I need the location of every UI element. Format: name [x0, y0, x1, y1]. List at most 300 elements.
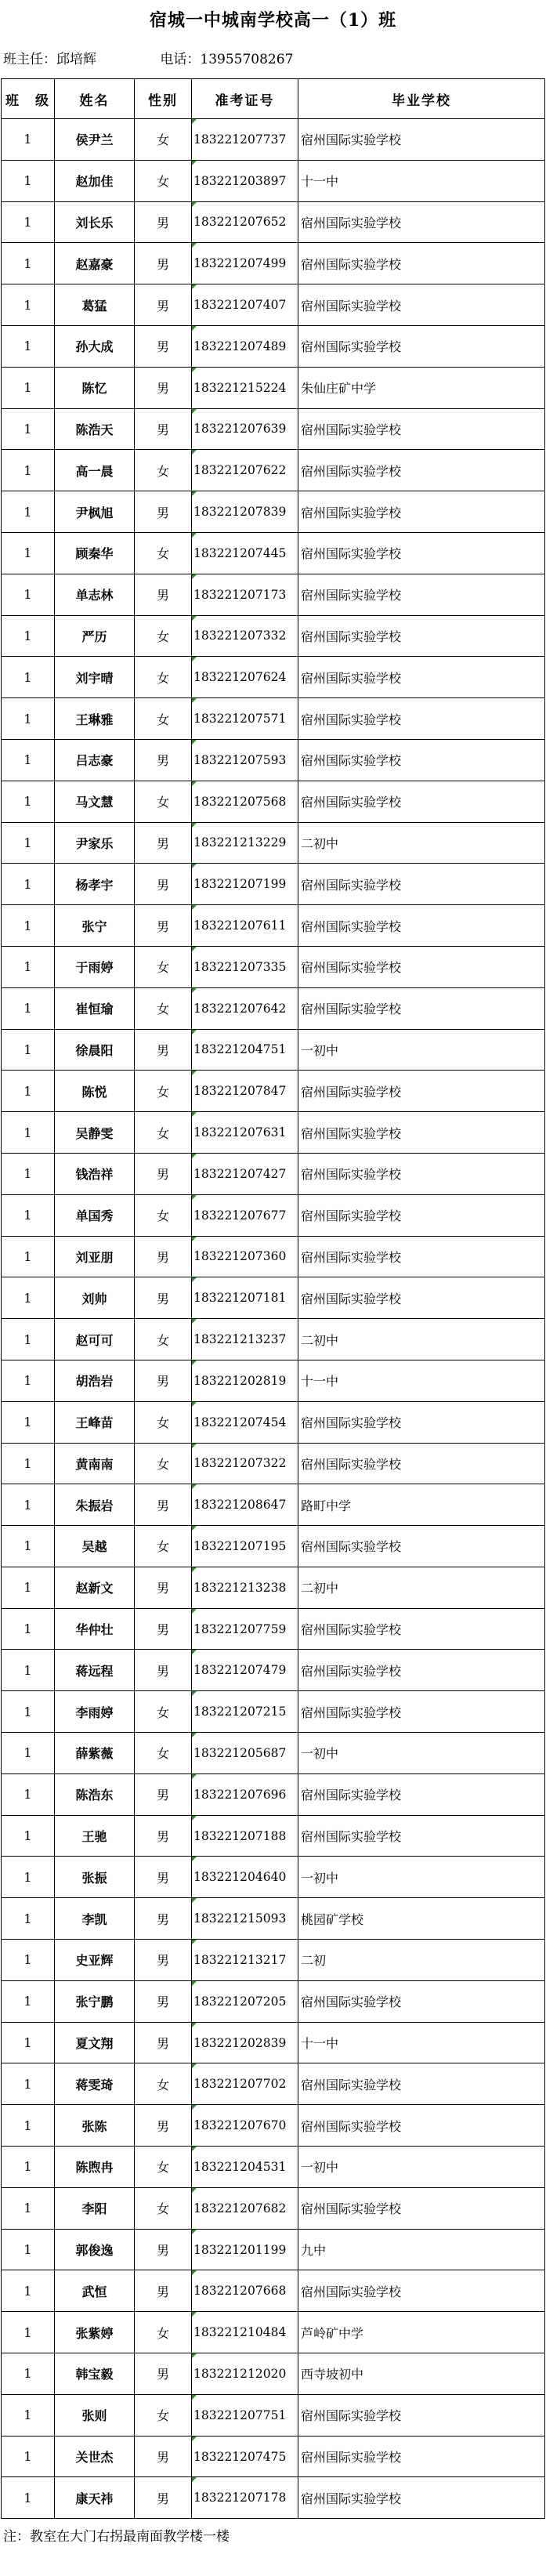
table-row [2, 615, 545, 657]
cell-exam-id: 183221207737 [192, 119, 298, 161]
cell-school: 宿州国际实验学校 [298, 119, 545, 161]
cell-class: 1 [2, 1236, 55, 1277]
table-row [2, 532, 545, 574]
cell-school: 宿州国际实验学校 [298, 946, 545, 987]
cell-sex: 男 [135, 1360, 192, 1401]
cell-exam-id: 183221202839 [192, 2022, 298, 2063]
table-row [2, 2353, 545, 2395]
cell-name: 胡浩岩 [55, 1360, 135, 1401]
cell-class: 1 [2, 2436, 55, 2477]
cell-school: 宿州国际实验学校 [298, 1153, 545, 1194]
cell-sex: 男 [135, 1773, 192, 1815]
cell-exam-id: 183221207322 [192, 1443, 298, 1484]
cell-name: 黄南南 [55, 1443, 135, 1484]
cell-sex: 女 [135, 698, 192, 740]
cell-name: 陈煦冉 [55, 2147, 135, 2188]
cell-sex: 男 [135, 864, 192, 905]
cell-school: 桃园矿学校 [298, 1898, 545, 1940]
cell-class: 1 [2, 2063, 55, 2105]
cell-sex: 男 [135, 1029, 192, 1071]
cell-school: 宿州国际实验学校 [298, 781, 545, 822]
cell-class: 1 [2, 2187, 55, 2229]
cell-school: 宿州国际实验学校 [298, 2105, 545, 2147]
cell-name: 孙大成 [55, 325, 135, 367]
cell-school: 朱仙庄矿中学 [298, 367, 545, 408]
cell-name: 单志林 [55, 574, 135, 615]
table-row [2, 574, 545, 615]
header-sex: 性别 [135, 79, 192, 119]
header-class: 班 级 [2, 79, 55, 119]
table-row [2, 905, 545, 947]
cell-class: 1 [2, 2022, 55, 2063]
cell-exam-id: 183221207759 [192, 1608, 298, 1650]
cell-class: 1 [2, 1194, 55, 1236]
cell-exam-id: 183221203897 [192, 160, 298, 201]
cell-exam-id: 183221207571 [192, 698, 298, 740]
cell-name: 李阳 [55, 2187, 135, 2229]
cell-sex: 女 [135, 532, 192, 574]
cell-exam-id: 183221207205 [192, 1980, 298, 2022]
cell-sex: 男 [135, 243, 192, 284]
cell-school: 宿州国际实验学校 [298, 1071, 545, 1112]
cell-school: 宿州国际实验学校 [298, 1194, 545, 1236]
cell-school: 宿州国际实验学校 [298, 1526, 545, 1567]
cell-exam-id: 183221207332 [192, 615, 298, 657]
table-row [2, 1733, 545, 1774]
cell-exam-id: 183221205687 [192, 1733, 298, 1774]
cell-class: 1 [2, 2270, 55, 2312]
cell-class: 1 [2, 491, 55, 533]
cell-sex: 男 [135, 739, 192, 781]
cell-exam-id: 183221207475 [192, 2436, 298, 2477]
cell-class: 1 [2, 905, 55, 947]
cell-name: 陈浩天 [55, 408, 135, 450]
cell-sex: 男 [135, 2353, 192, 2395]
cell-school: 一初中 [298, 1733, 545, 1774]
cell-name: 蒋远程 [55, 1650, 135, 1691]
table-row [2, 1401, 545, 1443]
cell-exam-id: 183221207454 [192, 1401, 298, 1443]
roster-table [1, 78, 545, 2519]
cell-sex: 男 [135, 284, 192, 326]
cell-name: 张则 [55, 2394, 135, 2436]
cell-class: 1 [2, 698, 55, 740]
cell-sex: 女 [135, 987, 192, 1029]
cell-school: 宿州国际实验学校 [298, 2187, 545, 2229]
cell-sex: 男 [135, 2270, 192, 2312]
cell-sex: 女 [135, 1401, 192, 1443]
table-row [2, 450, 545, 491]
table-row [2, 1319, 545, 1360]
cell-sex: 男 [135, 822, 192, 864]
cell-school: 宿州国际实验学校 [298, 491, 545, 533]
cell-name: 王驰 [55, 1815, 135, 1857]
cell-exam-id: 183221207181 [192, 1277, 298, 1319]
cell-class: 1 [2, 657, 55, 698]
cell-class: 1 [2, 864, 55, 905]
cell-class: 1 [2, 1940, 55, 1981]
cell-name: 夏文翔 [55, 2022, 135, 2063]
cell-class: 1 [2, 1526, 55, 1567]
table-row [2, 243, 545, 284]
cell-exam-id: 183221207696 [192, 1773, 298, 1815]
cell-sex: 男 [135, 2105, 192, 2147]
cell-name: 顾秦华 [55, 532, 135, 574]
cell-school: 路町中学 [298, 1484, 545, 1526]
cell-sex: 女 [135, 1319, 192, 1360]
cell-sex: 男 [135, 1236, 192, 1277]
cell-exam-id: 183221207188 [192, 1815, 298, 1857]
phone-number: 13955708267 [200, 52, 294, 67]
cell-sex: 男 [135, 201, 192, 243]
cell-exam-id: 183221207178 [192, 2477, 298, 2519]
cell-sex: 女 [135, 615, 192, 657]
table-row [2, 2105, 545, 2147]
cell-school: 宿州国际实验学校 [298, 450, 545, 491]
cell-name: 薛紫薇 [55, 1733, 135, 1774]
cell-school: 十一中 [298, 1360, 545, 1401]
cell-name: 史亚辉 [55, 1940, 135, 1981]
cell-name: 尹家乐 [55, 822, 135, 864]
cell-exam-id: 183221207668 [192, 2270, 298, 2312]
cell-exam-id: 183221207631 [192, 1112, 298, 1154]
cell-exam-id: 183221207624 [192, 657, 298, 698]
cell-exam-id: 183221207360 [192, 1236, 298, 1277]
cell-class: 1 [2, 615, 55, 657]
table-row [2, 160, 545, 201]
cell-sex: 男 [135, 2436, 192, 2477]
cell-sex: 男 [135, 1940, 192, 1981]
cell-sex: 男 [135, 1898, 192, 1940]
cell-name: 于雨婷 [55, 946, 135, 987]
cell-sex: 女 [135, 1112, 192, 1154]
cell-class: 1 [2, 1153, 55, 1194]
table-row [2, 739, 545, 781]
cell-class: 1 [2, 739, 55, 781]
cell-name: 刘帅 [55, 1277, 135, 1319]
cell-name: 张振 [55, 1857, 135, 1898]
table-row [2, 1153, 545, 1194]
cell-school: 宿州国际实验学校 [298, 1650, 545, 1691]
table-row [2, 2063, 545, 2105]
cell-exam-id: 183221207215 [192, 1691, 298, 1733]
cell-exam-id: 183221204531 [192, 2147, 298, 2188]
table-row [2, 1071, 545, 1112]
table-row [2, 1898, 545, 1940]
cell-name: 张宁鹏 [55, 1980, 135, 2022]
table-row [2, 119, 545, 161]
cell-name: 关世杰 [55, 2436, 135, 2477]
cell-exam-id: 183221207445 [192, 532, 298, 574]
cell-class: 1 [2, 119, 55, 161]
cell-school: 一初中 [298, 1857, 545, 1898]
cell-sex: 女 [135, 2147, 192, 2188]
table-row [2, 2187, 545, 2229]
header-school: 毕业学校 [298, 79, 545, 119]
cell-school: 二初中 [298, 1319, 545, 1360]
cell-class: 1 [2, 1319, 55, 1360]
cell-name: 刘亚朋 [55, 1236, 135, 1277]
cell-school: 九中 [298, 2229, 545, 2270]
table-row [2, 1691, 545, 1733]
cell-school: 十一中 [298, 160, 545, 201]
cell-class: 1 [2, 1857, 55, 1898]
cell-exam-id: 183221213229 [192, 822, 298, 864]
cell-school: 十一中 [298, 2022, 545, 2063]
cell-name: 吴静雯 [55, 1112, 135, 1154]
cell-school: 宿州国际实验学校 [298, 1608, 545, 1650]
cell-sex: 女 [135, 2312, 192, 2353]
cell-class: 1 [2, 946, 55, 987]
cell-class: 1 [2, 987, 55, 1029]
table-row [2, 2394, 545, 2436]
cell-school: 宿州国际实验学校 [298, 574, 545, 615]
cell-school: 宿州国际实验学校 [298, 2477, 545, 2519]
cell-class: 1 [2, 2394, 55, 2436]
table-row [2, 1277, 545, 1319]
table-row [2, 2270, 545, 2312]
cell-school: 宿州国际实验学校 [298, 1277, 545, 1319]
table-row [2, 2022, 545, 2063]
cell-exam-id: 183221207568 [192, 781, 298, 822]
cell-exam-id: 183221207642 [192, 987, 298, 1029]
cell-class: 1 [2, 160, 55, 201]
table-row [2, 2436, 545, 2477]
cell-class: 1 [2, 822, 55, 864]
cell-class: 1 [2, 1443, 55, 1484]
table-row [2, 864, 545, 905]
cell-exam-id: 183221207173 [192, 574, 298, 615]
cell-class: 1 [2, 367, 55, 408]
cell-school: 宿州国际实验学校 [298, 243, 545, 284]
cell-exam-id: 183221207751 [192, 2394, 298, 2436]
cell-sex: 男 [135, 1153, 192, 1194]
cell-name: 严历 [55, 615, 135, 657]
phone-info [160, 52, 293, 67]
cell-school: 芦岭矿中学 [298, 2312, 545, 2353]
cell-name: 韩宝毅 [55, 2353, 135, 2395]
cell-exam-id: 183221207499 [192, 243, 298, 284]
cell-school: 宿州国际实验学校 [298, 1443, 545, 1484]
cell-school: 宿州国际实验学校 [298, 1815, 545, 1857]
cell-name: 康天祎 [55, 2477, 135, 2519]
cell-class: 1 [2, 450, 55, 491]
cell-name: 华仲壮 [55, 1608, 135, 1650]
cell-class: 1 [2, 1650, 55, 1691]
table-row [2, 1980, 545, 2022]
cell-name: 陈悦 [55, 1071, 135, 1112]
cell-school: 宿州国际实验学校 [298, 408, 545, 450]
cell-sex: 女 [135, 1691, 192, 1733]
cell-name: 王琳雅 [55, 698, 135, 740]
cell-sex: 女 [135, 1194, 192, 1236]
cell-class: 1 [2, 1567, 55, 1608]
cell-school: 宿州国际实验学校 [298, 905, 545, 947]
cell-exam-id: 183221201199 [192, 2229, 298, 2270]
table-row [2, 1857, 545, 1898]
table-row [2, 1443, 545, 1484]
table-row [2, 1029, 545, 1071]
cell-name: 赵可可 [55, 1319, 135, 1360]
cell-sex: 男 [135, 2022, 192, 2063]
table-row [2, 491, 545, 533]
cell-name: 吴越 [55, 1526, 135, 1567]
table-row [2, 822, 545, 864]
cell-name: 张宁 [55, 905, 135, 947]
cell-name: 吕志豪 [55, 739, 135, 781]
cell-class: 1 [2, 201, 55, 243]
cell-class: 1 [2, 1029, 55, 1071]
cell-exam-id: 183221210484 [192, 2312, 298, 2353]
cell-exam-id: 183221207639 [192, 408, 298, 450]
cell-name: 陈浩东 [55, 1773, 135, 1815]
table-row [2, 946, 545, 987]
table-row [2, 1360, 545, 1401]
cell-name: 高一晨 [55, 450, 135, 491]
classroom-note: 注：教室在大门右拐最南面教学楼一楼 [3, 2529, 230, 2545]
cell-name: 侯尹兰 [55, 119, 135, 161]
cell-sex: 男 [135, 1857, 192, 1898]
cell-exam-id: 183221202819 [192, 1360, 298, 1401]
cell-class: 1 [2, 1691, 55, 1733]
cell-sex: 女 [135, 1071, 192, 1112]
cell-sex: 男 [135, 367, 192, 408]
cell-sex: 男 [135, 1608, 192, 1650]
cell-sex: 男 [135, 574, 192, 615]
cell-exam-id: 183221207199 [192, 864, 298, 905]
table-row [2, 1567, 545, 1608]
cell-class: 1 [2, 532, 55, 574]
cell-exam-id: 183221207407 [192, 284, 298, 326]
cell-name: 王峰苗 [55, 1401, 135, 1443]
cell-sex: 男 [135, 1980, 192, 2022]
table-row [2, 284, 545, 326]
cell-name: 陈忆 [55, 367, 135, 408]
cell-name: 赵新文 [55, 1567, 135, 1608]
cell-exam-id: 183221213237 [192, 1319, 298, 1360]
cell-sex: 女 [135, 119, 192, 161]
cell-sex: 男 [135, 1484, 192, 1526]
cell-class: 1 [2, 781, 55, 822]
cell-school: 宿州国际实验学校 [298, 2394, 545, 2436]
cell-name: 赵加佳 [55, 160, 135, 201]
roster-body [2, 119, 545, 2519]
table-row [2, 325, 545, 367]
header-row [2, 79, 545, 119]
cell-name: 张陈 [55, 2105, 135, 2147]
cell-school: 宿州国际实验学校 [298, 1112, 545, 1154]
table-row [2, 2477, 545, 2519]
cell-school: 宿州国际实验学校 [298, 698, 545, 740]
cell-name: 赵嘉豪 [55, 243, 135, 284]
cell-exam-id: 183221204640 [192, 1857, 298, 1898]
cell-sex: 男 [135, 408, 192, 450]
cell-name: 刘宇晴 [55, 657, 135, 698]
cell-class: 1 [2, 1484, 55, 1526]
cell-exam-id: 183221207335 [192, 946, 298, 987]
cell-school: 二初 [298, 1940, 545, 1981]
cell-school: 宿州国际实验学校 [298, 987, 545, 1029]
cell-class: 1 [2, 1608, 55, 1650]
cell-exam-id: 183221207652 [192, 201, 298, 243]
header-exam-id: 准考证号 [192, 79, 298, 119]
cell-sex: 女 [135, 781, 192, 822]
cell-class: 1 [2, 1071, 55, 1112]
table-row [2, 1608, 545, 1650]
cell-name: 葛猛 [55, 284, 135, 326]
cell-sex: 女 [135, 657, 192, 698]
cell-exam-id: 183221207489 [192, 325, 298, 367]
cell-name: 钱浩祥 [55, 1153, 135, 1194]
cell-school: 宿州国际实验学校 [298, 284, 545, 326]
cell-school: 宿州国际实验学校 [298, 201, 545, 243]
cell-school: 宿州国际实验学校 [298, 864, 545, 905]
cell-sex: 男 [135, 1277, 192, 1319]
cell-school: 一初中 [298, 1029, 545, 1071]
cell-sex: 男 [135, 2477, 192, 2519]
teacher-name: 邱培辉 [56, 52, 96, 67]
cell-class: 1 [2, 2353, 55, 2395]
cell-school: 宿州国际实验学校 [298, 2270, 545, 2312]
cell-exam-id: 183221207622 [192, 450, 298, 491]
cell-school: 宿州国际实验学校 [298, 739, 545, 781]
cell-class: 1 [2, 1773, 55, 1815]
cell-name: 李雨婷 [55, 1691, 135, 1733]
table-row [2, 1815, 545, 1857]
cell-exam-id: 183221207195 [192, 1526, 298, 1567]
cell-class: 1 [2, 2147, 55, 2188]
table-row [2, 1112, 545, 1154]
cell-sex: 女 [135, 946, 192, 987]
table-row [2, 1650, 545, 1691]
cell-school: 一初中 [298, 2147, 545, 2188]
cell-name: 马文慧 [55, 781, 135, 822]
cell-school: 宿州国际实验学校 [298, 1980, 545, 2022]
cell-sex: 女 [135, 450, 192, 491]
cell-sex: 女 [135, 160, 192, 201]
cell-exam-id: 183221207682 [192, 2187, 298, 2229]
cell-exam-id: 183221207677 [192, 1194, 298, 1236]
table-row [2, 1526, 545, 1567]
cell-name: 单国秀 [55, 1194, 135, 1236]
cell-exam-id: 183221215224 [192, 367, 298, 408]
cell-sex: 男 [135, 325, 192, 367]
cell-school: 宿州国际实验学校 [298, 1401, 545, 1443]
cell-class: 1 [2, 1898, 55, 1940]
cell-sex: 男 [135, 2229, 192, 2270]
cell-name: 朱振岩 [55, 1484, 135, 1526]
cell-name: 武恒 [55, 2270, 135, 2312]
cell-sex: 男 [135, 1567, 192, 1608]
cell-exam-id: 183221215093 [192, 1898, 298, 1940]
cell-exam-id: 183221213217 [192, 1940, 298, 1981]
cell-class: 1 [2, 284, 55, 326]
cell-sex: 男 [135, 491, 192, 533]
cell-school: 宿州国际实验学校 [298, 1773, 545, 1815]
cell-exam-id: 183221207479 [192, 1650, 298, 1691]
cell-class: 1 [2, 243, 55, 284]
cell-school: 宿州国际实验学校 [298, 657, 545, 698]
table-row [2, 367, 545, 408]
table-row [2, 2229, 545, 2270]
cell-name: 崔恒瑜 [55, 987, 135, 1029]
table-row [2, 1194, 545, 1236]
cell-class: 1 [2, 1360, 55, 1401]
cell-sex: 女 [135, 1526, 192, 1567]
cell-school: 西寺坡初中 [298, 2353, 545, 2395]
cell-exam-id: 183221213238 [192, 1567, 298, 1608]
table-row [2, 698, 545, 740]
